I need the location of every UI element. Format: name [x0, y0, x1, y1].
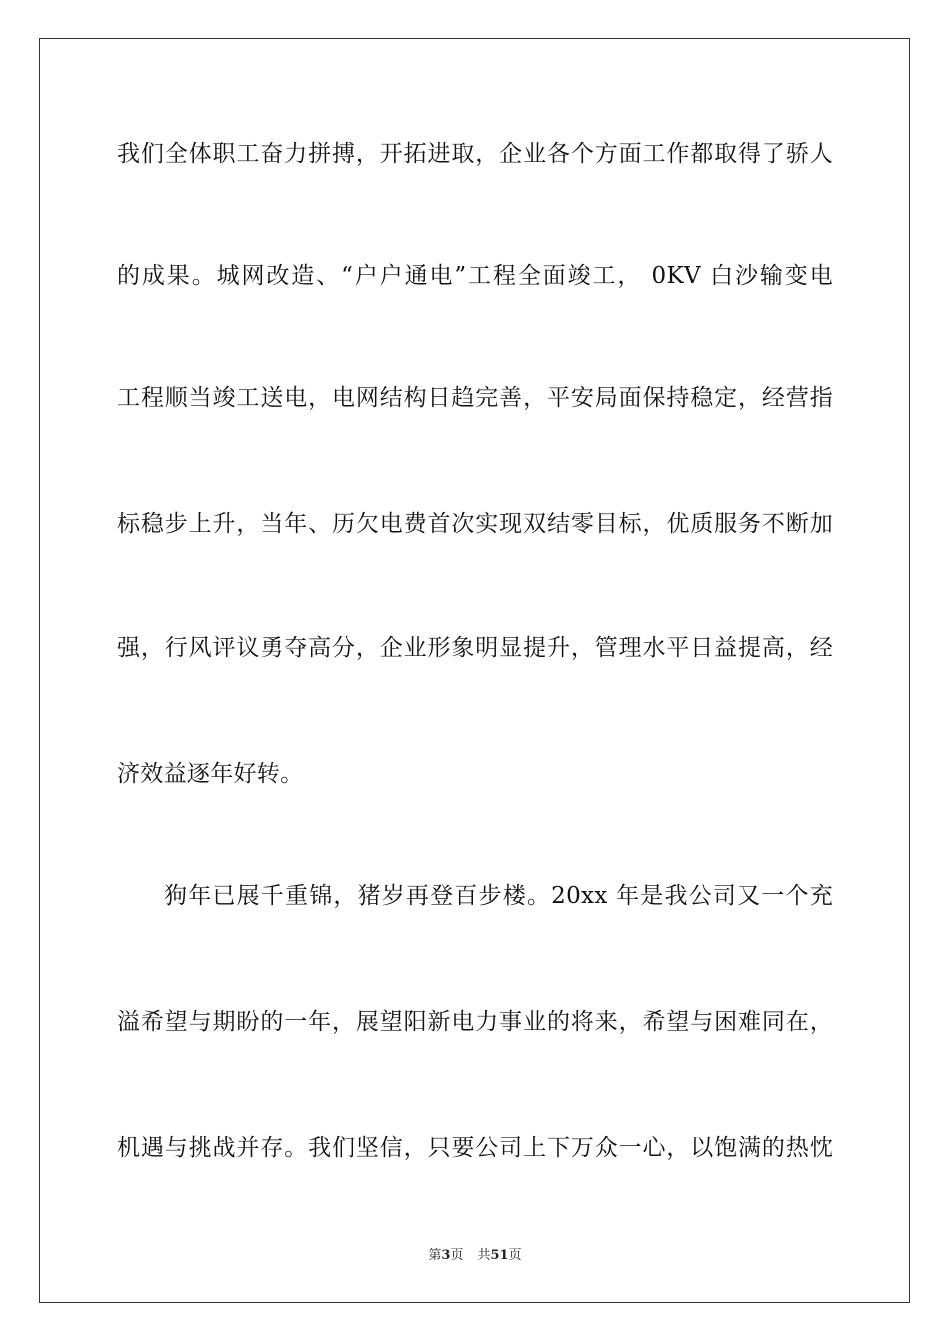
page-number: 3 — [441, 1248, 451, 1263]
page-footer — [0, 1248, 950, 1264]
text-line-5: 强，行风评议勇夺高分，企业形象明显提升，管理水平日益提高，经 — [117, 635, 833, 661]
text-line-3: 工程顺当竣工送电，电网结构日趋完善，平安局面保持稳定，经营指 — [117, 385, 833, 411]
text-line-1: 我们全体职工奋力拼搏，开拓进取，企业各个方面工作都取得了骄人 — [117, 141, 833, 167]
total-pages: 51 — [490, 1248, 509, 1263]
page-border — [39, 38, 910, 1303]
text-line-8: 溢希望与期盼的一年，展望阳新电力事业的将来，希望与困难同在， — [117, 1009, 833, 1035]
paragraph-2-first-line: 狗年已展千重锦，猪岁再登百步楼。20xx 年是我公司又一个充 — [164, 883, 833, 909]
text-line-6: 济效益逐年好转。 — [117, 761, 304, 787]
page-suffix: 页 — [450, 1248, 464, 1263]
text-line-9: 机遇与挑战并存。我们坚信，只要公司上下万众一心，以饱满的热忱 — [117, 1135, 833, 1161]
total-suffix: 页 — [508, 1248, 522, 1263]
total-prefix: 共 — [477, 1248, 491, 1263]
page-prefix: 第 — [428, 1248, 442, 1263]
text-line-2: 的成果。城网改造、“户户通电”工程全面竣工， 0KV 白沙输变电 — [117, 263, 833, 289]
text-line-4: 标稳步上升，当年、历欠电费首次实现双结零目标，优质服务不断加 — [117, 511, 833, 537]
